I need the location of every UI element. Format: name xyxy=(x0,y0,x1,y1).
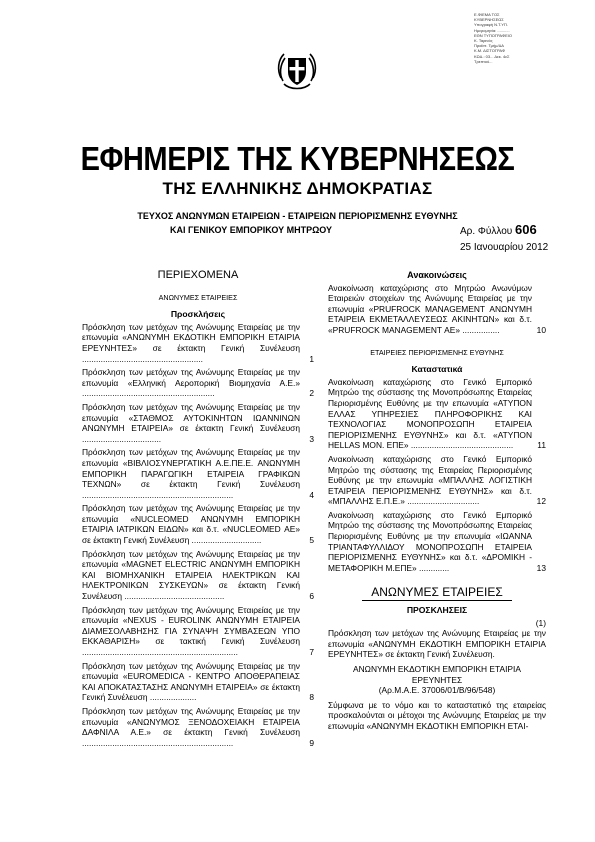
issue-date: 25 Ιανουαρίου 2012 xyxy=(460,242,549,253)
toc-entry-text: Πρόσκληση των μετόχων της Ανώνυμης Εταιρείας με την επωνυμία «NEXUS - EUROLINK ΑΝΩΝΥΜΗ ΕΤΑΙΡΕΙΑ ΔΙΑΜΕΣΟΛΑΒΗΣΗΣ ΓΙΑ ΣΥΝΑΨΗ ΣΥΜΒΑΣΕΩΝ ΥΠΟ ΕΚΚΑΘΑΡΙΣΗ» σε τακτική Γενική Συνέλευση ................................................................... xyxy=(82,604,300,657)
sheet-number xyxy=(460,222,537,237)
toc-entry[interactable] xyxy=(82,661,314,703)
gazette-subtitle: ΤΗΣ ΕΛΛΗΝΙΚΗΣ ΔΗΜΟΚΡΑΤΙΑΣ xyxy=(162,179,433,198)
toc-entry-page: 3 xyxy=(309,433,314,444)
toc-entry-page: 12 xyxy=(536,496,546,507)
toc-entry[interactable] xyxy=(82,447,314,500)
toc-entry[interactable] xyxy=(82,367,314,399)
issue-line-1: ΤΕΥΧΟΣ ΑΝΩΝΥΜΩΝ ΕΤΑΙΡΕΙΩΝ - ΕΤΑΙΡΕΙΩΝ ΠΕΡΙΟΡΙΣΜΕΝΗΣ ΕΥΘΥΝΗΣ xyxy=(137,211,458,221)
body-subsection-heading: ΠΡΟΣΚΛΗΣΕΙΣ xyxy=(406,605,468,616)
company-registration: (Αρ.Μ.Α.Ε. 37006/01/Β/96/548) xyxy=(378,685,496,696)
sheet-number-value: 606 xyxy=(515,222,537,237)
stamp-line: Υπογραφή Ν.Τ.ΥΠ. xyxy=(474,22,508,28)
stamp-line: Κ.Μ. ΔΙΣΤΟΓΡΑΦ xyxy=(474,48,506,54)
toc-entry[interactable] xyxy=(82,322,314,364)
stamp-line: ΚΥΒΕΡΝΗΣΕΩΣ xyxy=(474,17,504,23)
toc-entry-page: 10 xyxy=(536,324,546,335)
right-column xyxy=(328,270,546,732)
notice-body: Σύμφωνα με το νόμο και το καταστατικό της εταιρείας προσκαλούνται οι μέτοχοι της Ανώνυμης Εταιρείας με την επωνυμία «ΑΝΩΝΥΜΗ ΕΚΔΟΤΙΚΗ ΕΜΠΟΡΙΚΗ ΕΤΑΙ- xyxy=(328,699,546,731)
stamp-line: Ε.ΦΙΕΜΑ ΤΟΣ xyxy=(474,12,500,17)
toc-entry-text: Ανακοίνωση καταχώρισης στο Γενικό Εμπορικό Μητρώο της σύστασης της Μονοπρόσωπης Εταιρείας Περιορισμένης Ευθύνης με την επωνυμία «ΑΤΥΠΟΝ ΕΛΛΑΣ ΥΠΗΡΕΣΙΕΣ ΠΛΗΡΟΦΟΡΙΚΗΣ ΚΑΙ ΤΕΧΝΟΛΟΓΙΑΣ ΜΟΝΟΠΡΟΣΩΠΗ ΕΤΑΙΡΕΙΑ ΠΕΡΙΟΡΙΣΜΕΝΗΣ ΕΥΘΥΝΗΣ» και δ.τ. «ΑΤΥΠΟΝ HELLAS ΜΟΝ. ΕΠΕ» ............................................ xyxy=(328,376,532,451)
toc-entry[interactable] xyxy=(82,402,314,444)
greek-coat-of-arms-emblem xyxy=(274,48,320,94)
toc-entry-text: Πρόσκληση των μετόχων της Ανώνυμης Εταιρείας με την επωνυμία «NUCLEOMED ΑΝΩΝΥΜΗ ΕΜΠΟΡΙΚΗ ΕΤΑΙΡΙΑ ΙΑΤΡΙΚΩΝ ΕΙΔΩΝ» και δ.τ. «NUCLEOMED ΑΕ» σε έκτακτη Γενική Συνέλευση .............................. xyxy=(82,503,300,546)
toc-entry-text: Πρόσκληση των μετόχων της Ανώνυμης Εταιρείας με την επωνυμία «Ελληνική Αεροπορική Βιομηχανία Α.Ε.» ......................................................... xyxy=(82,367,300,399)
toc-entry-text: Πρόσκληση των μετόχων της Ανώνυμης Εταιρείας με την επωνυμία «ΑΝΩΝΥΜΟΣ ΞΕΝΟΔΟΧΕΙΑΚΗ ΕΤΑΙΡΕΙΑ ΔΑΦΝΙΛΑ Α.Ε.» σε έκτακτη Γενική Συνέλευση ................................................................. xyxy=(82,705,300,748)
toc-entry-text: Πρόσκληση των μετόχων της Ανώνυμης Εταιρείας με την επωνυμία «ΒΙΒΛΙΟΣΥΝΕΡΓΑΤΙΚΗ Α.Ε.ΠΕ.Ε. ΑΝΩΝΥΜΗ ΕΜΠΟΡΙΚΗ ΠΑΡΑΓΩΓΙΚΗ ΕΤΑΙΡΕΙΑ ΓΡΑΦΙΚΩΝ ΤΕΧΝΩΝ» σε έκτακτη Γενική Συνέλευση ................................................................. xyxy=(82,447,300,500)
toc-entry[interactable] xyxy=(82,706,314,748)
llc-section-heading: ΕΤΑΙΡΕΙΕΣ ΠΕΡΙΟΡΙΣΜΕΝΗΣ ΕΥΘΥΝΗΣ xyxy=(370,347,504,357)
section-rule xyxy=(362,600,512,601)
announcements-heading: Ανακοινώσεις xyxy=(407,270,467,280)
toc-entry-page: 5 xyxy=(309,535,314,546)
toc-entry-page: 4 xyxy=(309,489,314,500)
stamp-line: ΕΘΝ ΤΥΠΟΓΡΑΦΕΙΟ xyxy=(474,32,513,38)
body-section-heading: ΑΝΩΝΥΜΕΣ ΕΤΑΙΡΕΙΕΣ xyxy=(371,585,503,600)
stamp-line: Τρεπτού... xyxy=(474,58,493,64)
toc-entry-text: Πρόσκληση των μετόχων της Ανώνυμης Εταιρείας με την επωνυμία «ΣΤΑΘΜΟΣ ΑΥΤΟΚΙΝΗΤΩΝ ΙΩΑΝΝΙΝΩΝ ΑΝΩΝΥΜΗ ΕΤΑΙΡΕΙΑ» σε έκτακτη Γενική Συνέλευση .................................. xyxy=(82,401,300,444)
stamp-line: Κ. Ταρινάς xyxy=(474,38,493,44)
stamp-line: ΚΩΔ.: 03... Δεκ. 4εΣ xyxy=(474,53,510,59)
notice-intro: Πρόσκληση των μετόχων της Ανώνυμης Εταιρείας με την επωνυμία «ΑΝΩΝΥΜΗ ΕΚΔΟΤΙΚΗ ΕΜΠΟΡΙΚΗ ΕΤΑΙΡΙΑ ΕΡΕΥΝΗΤΕΣ» σε έκτακτη Γενική Συνέλευση. xyxy=(328,628,546,660)
toc-entry-page: 1 xyxy=(309,353,314,364)
toc-entry[interactable] xyxy=(328,510,546,574)
toc-entry[interactable] xyxy=(82,503,314,545)
toc-entry[interactable] xyxy=(328,283,546,336)
gazette-title: ΕΦΗΜΕΡΙΣ ΤΗΣ ΚΥΒΕΡΝΗΣΕΩΣ xyxy=(80,140,515,177)
toc-entry-page: 13 xyxy=(536,562,546,573)
sheet-label: Αρ. Φύλλου xyxy=(460,226,513,237)
toc-entry[interactable] xyxy=(82,549,314,602)
toc-entry-page: 2 xyxy=(309,388,314,399)
toc-entry-text: Πρόσκληση των μετόχων της Ανώνυμης Εταιρείας με την επωνυμία «MAGNET ELECTRIC ΑΝΩΝΥΜΗ ΕΜΠΟΡΙΚΗ ΚΑΙ ΒΙΟΜΗΧΑΝΙΚΗ ΕΤΑΙΡΕΙΑ ΗΛΕΚΤΡΙΚΩΝ ΚΑΙ ΗΛΕΚΤΡΟΝΙΚΩΝ ΣΥΣΚΕΥΩΝ» σε έκτακτη Γενική Συνέλευση ........................................... xyxy=(82,548,300,602)
toc-entry-page: 8 xyxy=(309,692,314,703)
llc-subsection-heading: Καταστατικά xyxy=(411,364,463,375)
toc-entry-page: 9 xyxy=(309,737,314,748)
toc-entry-text: Πρόσκληση των μετόχων της Ανώνυμης Εταιρείας με την επωνυμία «EUROMEDICA - ΚΕΝΤΡΟ ΑΠΟΘΕΡΑΠΕΙΑΣ ΚΑΙ ΑΠΟΚΑΤΑΣΤΑΣΗΣ ΑΝΩΝΥΜΗ ΕΤΑΙΡΕΙΑ» σε έκτακτη Γενική Συνέλευση .................... xyxy=(82,660,300,703)
toc-entry-text: Πρόσκληση των μετόχων της Ανώνυμης Εταιρείας με την επωνυμία «ΑΝΩΝΥΜΗ ΕΚΔΟΤΙΚΗ ΕΜΠΟΡΙΚΗ ΕΤΑΙΡΙΑ ΕΡΕΥΝΗΤΕΣ» σε έκτακτη Γενική Συνέλευση .................................................... xyxy=(82,321,300,364)
toc-entry-text: Ανακοίνωση καταχώρισης στο Μητρώο Ανωνύμων Εταιρειών στοιχείων της Ανώνυμης Εταιρείας με την επωνυμία «PRUFROCK MANAGEMENT ΑΝΩΝΥΜΗ ΕΤΑΙΡΕΙΑ ΕΚΜΕΤΑΛΛΕΥΣΕΩΣ ΑΚΙΝΗΤΩΝ» και δ.τ. «PRUFROCK MANAGEMENT ΑΕ» ................ xyxy=(328,282,532,335)
toc-entry-page: 7 xyxy=(309,647,314,657)
toc-section: ΑΝΩΝΥΜΕΣ ΕΤΑΙΡΕΙΕΣ xyxy=(158,292,238,302)
toc-entry[interactable] xyxy=(328,454,546,507)
issue-line-2: ΚΑΙ ΓΕΝΙΚΟΥ ΕΜΠΟΡΙΚΟΥ ΜΗΤΡΩΟΥ xyxy=(170,225,333,235)
toc-entry[interactable] xyxy=(82,605,314,658)
certification-stamp xyxy=(474,12,574,64)
toc-entry-text: Ανακοίνωση καταχώρισης στο Γενικό Εμπορικό Μητρώο της σύστασης της Μονοπρόσωπης Εταιρείας Περιορισμένης Ευθύνης με την επωνυμία «ΙΩΑΝΝΑ ΤΡΙΑΝΤΑΦΥΛΛΙΔΟΥ ΜΟΝΟΠΡΟΣΩΠΗ ΕΤΑΙΡΕΙΑ ΠΕΡΙΟΡΙΣΜΕΝΗΣ ΕΥΘΥΝΗΣ» και δ.τ. «ΔΡΟΜΙΚΗ - ΜΕΤΑΦΟΡΙΚΗ Μ.ΕΠΕ» ............. xyxy=(328,509,532,573)
company-heading: ΑΝΩΝΥΜΗ ΕΚΔΟΤΙΚΗ ΕΜΠΟΡΙΚΗ ΕΤΑΙΡΙΑ ΕΡΕΥΝΗΤΕΣ xyxy=(353,664,521,685)
toc-subsection: Προσκλήσεις xyxy=(170,309,226,320)
toc-entry[interactable] xyxy=(328,377,546,451)
toc-entry-text: Ανακοίνωση καταχώρισης στο Γενικό Εμπορικό Μητρώο της σύστασης της Εταιρείας Περιορισμένης Ευθύνης με την επωνυμία «ΜΠΑΛΛΗΣ ΛΟΓΙΣΤΙΚΗ ΕΤΑΙΡΕΙΑ ΠΕΡΙΟΡΙΣΜΕΝΗΣ ΕΥΘΥΝΗΣ» και δ.τ. «ΜΠΑΛΛΗΣ Ε.Π.Ε.» ............................... xyxy=(328,453,532,507)
notice-number: (1) xyxy=(535,617,546,628)
stamp-line: Ημερομηνία: ........... xyxy=(474,27,510,33)
table-of-contents xyxy=(82,270,314,748)
toc-title: ΠΕΡΙΕΧΟΜΕΝΑ xyxy=(157,269,239,281)
toc-entry-page: 6 xyxy=(309,591,314,602)
toc-entry-page: 11 xyxy=(537,440,546,451)
stamp-line: Προϊστ. Τμήμ/ΔΑ xyxy=(474,43,504,49)
